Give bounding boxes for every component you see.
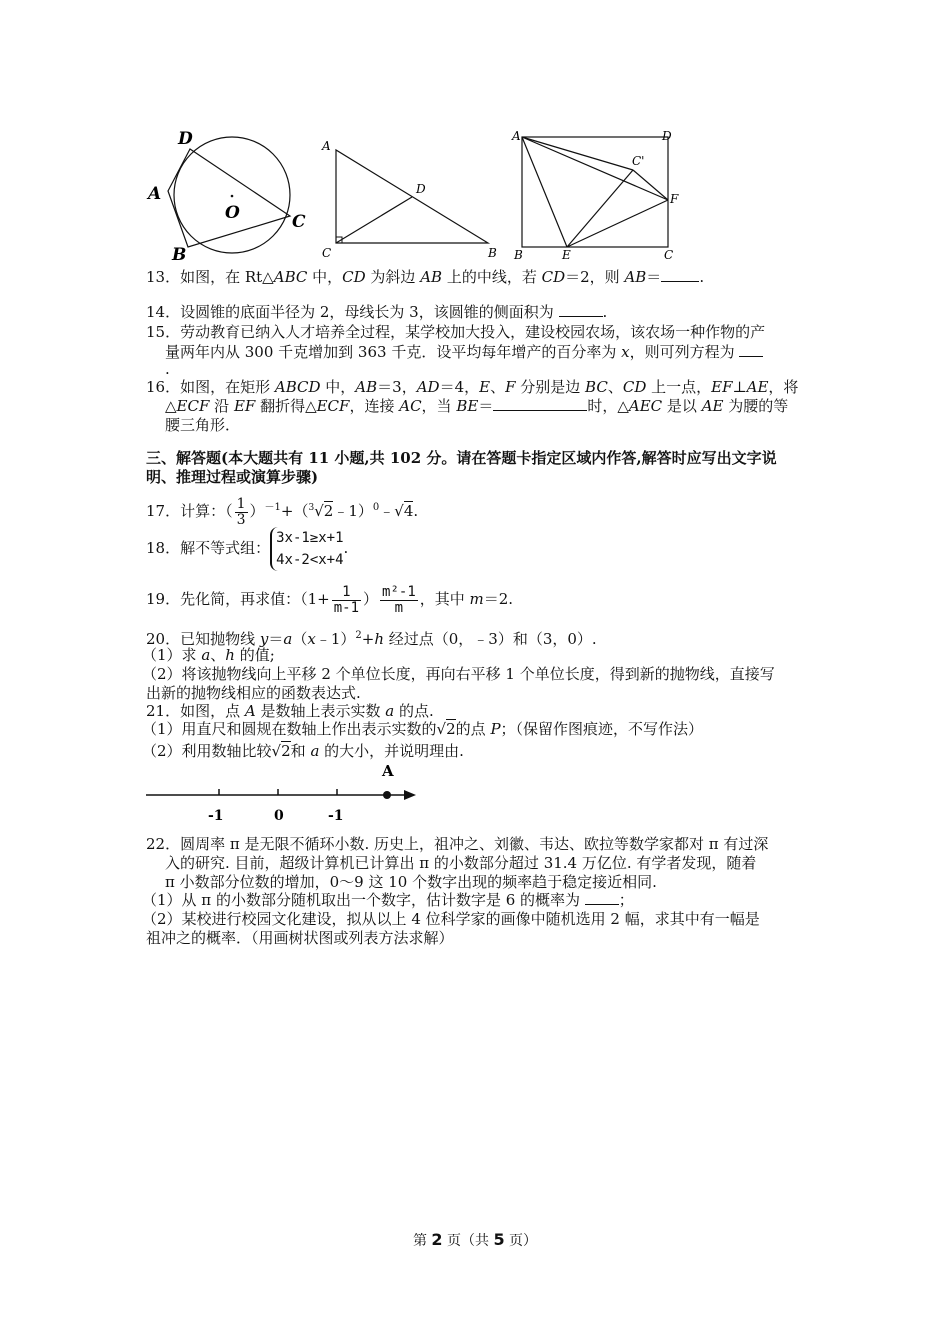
answer-blank <box>559 302 603 317</box>
section-3-heading: 三、解答题(本大题共有 11 小题,共 102 分。请在答题卡指定区域内作答,解答时应写出文字说 <box>146 449 777 467</box>
label-D: D <box>178 129 193 149</box>
question-20-part2-line2: 出新的抛物线相应的函数表达式. <box>146 684 361 702</box>
question-18: 18．解不等式组： 3x-1≥x+1 4x-2<x+4 . <box>146 524 348 572</box>
label-D: D <box>662 129 672 143</box>
question-21: 21．如图，点 A 是数轴上表示实数 a 的点. <box>146 702 434 720</box>
question-21-part2: （2）利用数轴比较√2和 a 的大小，并说明理由. <box>142 742 464 760</box>
tick-label-3: -1 <box>328 808 344 824</box>
question-21-part1: （1）用直尺和圆规在数轴上作出表示实数的√2的点 P；（保留作图痕迹，不写作法） <box>142 720 704 738</box>
quadrilateral-ABCD <box>168 149 290 247</box>
question-19: 19．先化简，再求值：（1+ $\frac{1}{m-1}$ ） $\frac{\text{m²-1}}{m}$ ，其中 m＝2. <box>146 583 514 616</box>
label-B: B <box>514 248 523 262</box>
label-B: B <box>488 246 497 260</box>
question-15-line3: . <box>165 360 170 378</box>
median-CD <box>336 197 412 243</box>
answer-blank <box>585 890 619 905</box>
question-22-line2: 入的研究. 目前，超级计算机已计算出 π 的小数部分超过 31.4 万亿位. 有学者发现，随着 <box>165 854 757 872</box>
question-22: 22．圆周率 π 是无限不循环小数. 历史上，祖冲之、刘徽、韦达、欧拉等数学家都对 π 有过深 <box>146 835 769 853</box>
section-3-heading-line2: 明、推理过程或演算步骤) <box>146 468 319 486</box>
question-15: 15．劳动教育已纳入人才培养全过程，某学校加大投入，建设校园农场，该农场一种作物的产 <box>146 323 766 341</box>
question-13: 13．如图，在 Rt△ABC 中，CD 为斜边 AB 上的中线，若 CD＝2，则 AB＝ . <box>146 268 705 286</box>
label-C: C <box>322 246 332 260</box>
label-C: C <box>664 248 674 262</box>
triangle-figure <box>318 130 508 262</box>
label-D: D <box>416 182 426 196</box>
question-20-part2: （2）将该抛物线向上平移 2 个单位长度，再向右平移 1 个单位长度，得到新的抛物线，直接写 <box>142 665 775 683</box>
circle-figure <box>140 122 320 264</box>
answer-blank <box>661 267 699 282</box>
label-A: A <box>148 184 162 204</box>
question-17: 17．计算：（ $\frac{1}{3}$ ）$^{-1}$+（$^3$√2﹣1）$^0$﹣√4. <box>146 495 419 528</box>
question-20-part1: （1）求 a、h 的值; <box>142 646 275 664</box>
label-B: B <box>172 245 187 264</box>
label-C-prime: C' <box>632 154 645 168</box>
segment-C-prime-F <box>633 170 668 200</box>
point-A <box>383 791 391 799</box>
segment-AC-prime <box>522 137 633 170</box>
center-dot <box>231 195 234 198</box>
label-O: O <box>225 203 240 223</box>
question-22-part2: （2）某校进行校园文化建设，拟从以上 4 位科学家的画像中随机选用 2 幅，求其中有一幅是 <box>142 910 760 928</box>
label-F: F <box>670 192 679 206</box>
answer-blank <box>739 342 763 357</box>
label-E: E <box>562 248 571 262</box>
question-14: 14．设圆锥的底面半径为 2，母线长为 3，该圆锥的侧面积为 . <box>146 303 608 321</box>
question-22-part2-line2: 祖冲之的概率．（用画树状图或列表方法求解） <box>146 929 454 947</box>
label-A: A <box>512 129 521 143</box>
rectangle-figure <box>508 125 686 265</box>
tick-label-2: 0 <box>274 808 284 824</box>
label-C: C <box>292 212 306 232</box>
question-16-line3: 腰三角形． <box>165 416 241 434</box>
point-A-label: A <box>382 762 394 780</box>
inequality-system: 3x-1≥x+1 4x-2<x+4 <box>270 527 343 571</box>
segment-EF <box>567 200 668 247</box>
question-16-line2: △ECF 沿 EF 翻折得△ECF，连接 AC，当 BE＝ 时，△AEC 是以 AE 为腰的等 <box>165 397 789 415</box>
question-15-line2: 量两年内从 300 千克增加到 363 千克．设平均每年增产的百分率为 x，则可列方程为 <box>165 342 763 362</box>
answer-blank <box>493 396 587 411</box>
question-20: 20．已知抛物线 y＝a（x﹣1）$^2$+h 经过点（0，﹣3）和（3，0）. <box>146 630 597 648</box>
question-22-line3: π 小数部分位数的增加，0～9 这 10 个数字出现的频率趋于稳定接近相同. <box>165 873 657 891</box>
number-line <box>144 760 424 826</box>
page-footer: 第 2 页（共 5 页） <box>412 1230 538 1249</box>
segment-EC-prime <box>567 170 633 247</box>
arrow-icon <box>404 790 416 800</box>
fraction-1-over-m-1: $\frac{1}{m-1}$ <box>333 583 360 616</box>
fraction-one-third: $\frac{1}{3}$ <box>236 495 246 528</box>
tick-label-1: -1 <box>208 808 224 824</box>
question-22-part1: （1）从 π 的小数部分随机取出一个数字，估计数字是 6 的概率为 ； <box>142 891 634 909</box>
label-A: A <box>322 139 331 153</box>
question-16: 16．如图，在矩形 ABCD 中，AB＝3，AD＝4，E、F 分别是边 BC、CD 上一点，EF⊥AE，将 <box>146 378 799 396</box>
fraction-m2-1-over-m: $\frac{\text{m²-1}}{m}$ <box>382 583 416 616</box>
